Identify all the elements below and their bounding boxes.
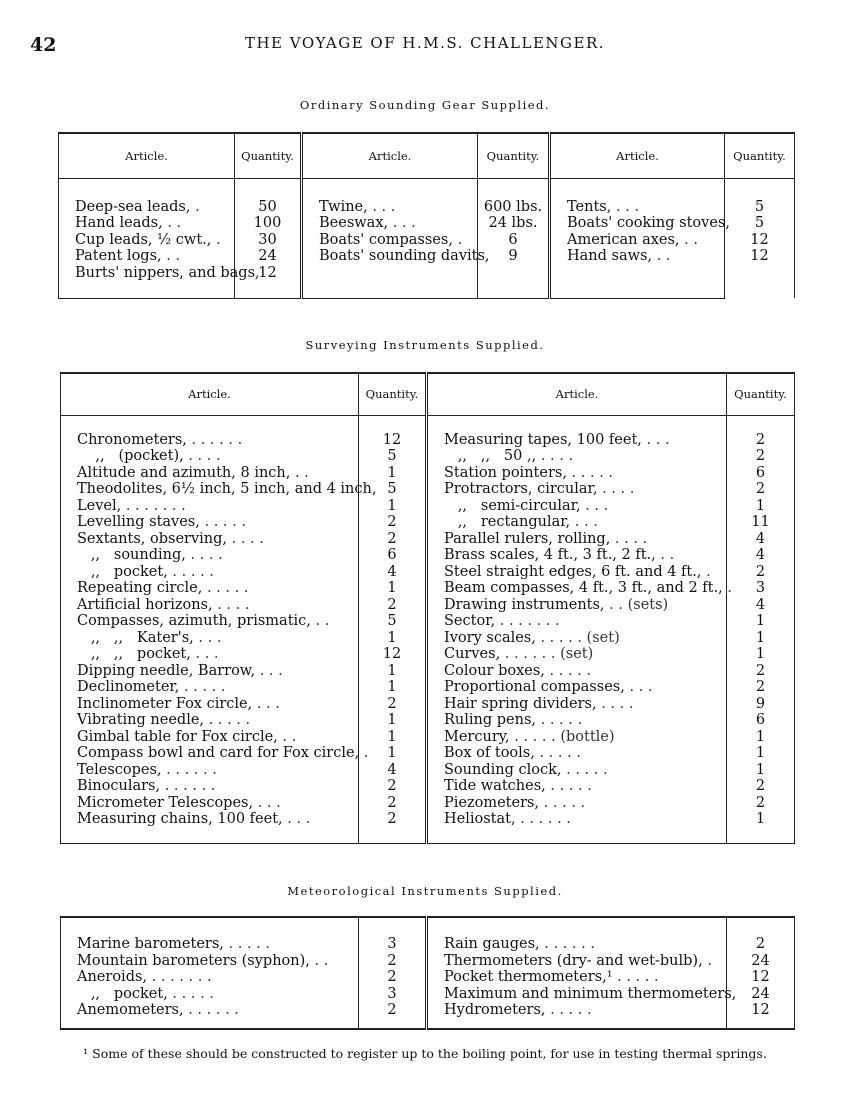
list-item: Telescopes, . . . . . . <box>77 761 217 778</box>
list-item: American axes, . . <box>567 231 698 248</box>
quantity-value: 2 <box>755 794 766 811</box>
list-item: Parallel rulers, rolling, . . . . <box>444 530 648 547</box>
quantity-value: 24 lbs. <box>488 215 538 231</box>
header-article: Article. <box>427 373 727 415</box>
list-item: Theodolites, 6½ inch, 5 inch, and 4 inch, <box>77 481 377 497</box>
list-item: Pocket thermometers,¹ . . . . . <box>444 969 659 985</box>
list-item: Level, . . . . . . . <box>77 497 186 514</box>
list-item: Tide watches, . . . . . <box>444 778 592 794</box>
quantity-value: 5 <box>387 481 397 497</box>
list-item: Patent logs, . . <box>75 248 181 264</box>
sounding-gear-title: Ordinary Sounding Gear Supplied. <box>299 98 551 112</box>
quantity-value: 4 <box>387 563 397 580</box>
list-item: Hand leads, . . <box>75 215 182 231</box>
quantity-value: 4 <box>755 547 766 563</box>
list-item: ,, sounding, . . . . <box>77 547 223 563</box>
quantity-value: 1 <box>755 761 766 778</box>
quantity-value: 2 <box>387 794 397 811</box>
quantity-value: 2 <box>755 662 766 679</box>
header-article: Article. <box>302 133 478 178</box>
quantity-value: 3 <box>387 936 397 952</box>
quantity-value: 2 <box>755 563 766 580</box>
quantity-value: 12 <box>750 231 769 248</box>
quantity-value: 1 <box>387 662 397 679</box>
list-item: Sector, . . . . . . . <box>444 613 560 629</box>
quantity-value: 1 <box>755 497 766 514</box>
quantity-value: 2 <box>387 778 397 794</box>
list-item: Compasses, azimuth, prismatic, . . <box>77 613 330 629</box>
quantity-value: 1 <box>755 646 766 662</box>
list-item: Measuring tapes, 100 feet, . . . <box>444 431 670 448</box>
quantity-value: 5 <box>387 613 397 629</box>
header-quantity: Quantity. <box>359 373 427 415</box>
quantity-value: 600 lbs. <box>483 198 543 215</box>
quantity-value: 9 <box>508 248 518 264</box>
list-item: ,, pocket, . . . . . <box>77 563 214 580</box>
list-item: Box of tools, . . . . . <box>444 745 581 761</box>
quantity-value: 30 <box>258 231 277 248</box>
quantity-value: 1 <box>387 712 397 728</box>
quantity-value: 2 <box>387 695 397 712</box>
quantity-value: 4 <box>755 596 766 613</box>
list-item: Hand saws, . . <box>567 248 671 264</box>
quantity-value: 11 <box>751 514 770 530</box>
list-item: Piezometers, . . . . . <box>444 794 586 811</box>
list-item: Levelling staves, . . . . . <box>77 514 246 530</box>
sounding-gear-table <box>58 132 795 299</box>
quantity-value: 2 <box>387 1002 397 1018</box>
list-item: Altitude and azimuth, 8 inch, . . <box>77 464 309 481</box>
list-item: Drawing instruments, . . (sets) <box>444 596 669 613</box>
quantity-value: 2 <box>387 952 397 969</box>
quantity-value: 6 <box>755 712 766 728</box>
quantity-value: 12 <box>751 969 770 985</box>
quantity-value: 4 <box>755 530 766 547</box>
list-item: Beeswax, . . . <box>319 215 416 231</box>
quantity-value: 1 <box>755 613 766 629</box>
sounding-col3-articles <box>551 198 730 265</box>
sounding-col2-articles <box>303 198 490 265</box>
list-item: Hair spring dividers, . . . . <box>444 695 634 712</box>
quantity-value: 2 <box>755 448 766 464</box>
list-item: Gimbal table for Fox circle, . . <box>77 728 297 745</box>
list-item: Compass bowl and card for Fox circle, . <box>77 745 369 761</box>
quantity-value: 2 <box>755 936 766 952</box>
quantity-value: 2 <box>387 811 397 827</box>
quantity-value: 24 <box>258 248 277 264</box>
quantity-value: 9 <box>755 695 766 712</box>
list-item: Boats' compasses, . <box>319 231 463 248</box>
surveying-left-articles <box>61 431 377 828</box>
running-head: THE VOYAGE OF H.M.S. CHALLENGER. <box>244 34 606 52</box>
list-item: Aneroids, . . . . . . . <box>77 969 212 985</box>
surveying-instruments-table <box>60 372 795 844</box>
quantity-value: 12 <box>382 646 402 662</box>
quantity-value: 1 <box>387 728 397 745</box>
header-quantity: Quantity. <box>478 133 550 178</box>
page-number: 42 <box>30 34 57 56</box>
header-article: Article. <box>59 133 235 178</box>
quantity-value: 1 <box>755 745 766 761</box>
quantity-value: 1 <box>387 629 397 646</box>
list-item: Micrometer Telescopes, . . . <box>77 794 281 811</box>
quantity-value: 2 <box>755 778 766 794</box>
list-item: Hydrometers, . . . . . <box>444 1002 592 1018</box>
quantity-value: 12 <box>750 248 769 264</box>
quantity-value: 12 <box>382 431 402 448</box>
quantity-value: 2 <box>755 481 766 497</box>
list-item: Mercury, . . . . . (bottle) <box>444 728 615 745</box>
list-item: Steel straight edges, 6 ft. and 4 ft., . <box>444 563 711 580</box>
list-item: Station pointers, . . . . . <box>444 464 614 481</box>
surveying-left-quantities <box>359 415 427 843</box>
list-item: Anemometers, . . . . . . <box>77 1002 239 1018</box>
quantity-value: 6 <box>508 231 518 248</box>
list-item: Sounding clock, . . . . . <box>444 761 608 778</box>
quantity-value: 6 <box>755 464 766 481</box>
header-quantity: Quantity. <box>727 373 795 415</box>
list-item: Ivory scales, . . . . . (set) <box>444 629 620 646</box>
list-item: Measuring chains, 100 feet, . . . <box>77 811 311 827</box>
list-item: Burts' nippers, and bags, <box>75 264 260 281</box>
header-quantity: Quantity. <box>235 133 302 178</box>
quantity-value: 2 <box>387 530 397 547</box>
list-item: ,, semi-circular, . . . <box>444 497 609 514</box>
quantity-value: 1 <box>387 497 397 514</box>
quantity-value: 3 <box>387 985 397 1002</box>
surveying-right-articles <box>428 431 732 828</box>
quantity-value: 1 <box>387 745 397 761</box>
list-item: Thermometers (dry- and wet-bulb), . <box>444 952 712 969</box>
list-item: Beam compasses, 4 ft., 3 ft., and 2 ft., . <box>444 580 732 596</box>
header-article: Article. <box>550 133 725 178</box>
list-item: Ruling pens, . . . . . <box>444 712 583 728</box>
quantity-value: 6 <box>387 547 397 563</box>
meteorological-left-quantities <box>359 917 427 1029</box>
list-item: ,, ,, Kater's, . . . <box>77 629 222 646</box>
quantity-value: 1 <box>755 728 766 745</box>
quantity-value: 5 <box>387 448 397 464</box>
quantity-value: 1 <box>755 811 766 827</box>
list-item: Brass scales, 4 ft., 3 ft., 2 ft., . . <box>444 547 675 563</box>
list-item: Twine, . . . <box>319 198 396 215</box>
quantity-value: 1 <box>387 464 397 481</box>
list-item: Rain gauges, . . . . . . <box>444 936 595 952</box>
list-item: ,, ,, pocket, . . . <box>77 646 219 662</box>
list-item: Deep-sea leads, . <box>75 198 200 215</box>
meteorological-instruments-title: Meteorological Instruments Supplied. <box>287 884 563 898</box>
quantity-value: 24 <box>751 952 770 969</box>
list-item: Proportional compasses, . . . <box>444 679 653 695</box>
header-article: Article. <box>61 373 359 415</box>
surveying-instruments-title: Surveying Instruments Supplied. <box>305 338 545 352</box>
meteorological-right-articles <box>428 936 737 1019</box>
list-item: Heliostat, . . . . . . <box>444 811 571 827</box>
list-item: Mountain barometers (syphon), . . <box>77 952 329 969</box>
list-item: Sextants, observing, . . . . <box>77 530 264 547</box>
quantity-value: 2 <box>755 679 766 695</box>
surveying-right-quantities <box>727 415 795 843</box>
meteorological-instruments-table <box>60 916 795 1030</box>
list-item: Inclinometer Fox circle, . . . <box>77 695 280 712</box>
quantity-value: 2 <box>387 596 397 613</box>
list-item: ,, ,, 50 ,, . . . . <box>444 448 574 464</box>
quantity-value: 100 <box>253 215 282 231</box>
quantity-value: 5 <box>754 198 765 215</box>
list-item: ,, rectangular, . . . <box>444 514 598 530</box>
list-item: ,, pocket, . . . . . <box>77 985 214 1002</box>
meteorological-right-quantities <box>727 917 795 1029</box>
quantity-value: 1 <box>755 629 766 646</box>
list-item: Protractors, circular, . . . . <box>444 481 635 497</box>
list-item: Repeating circle, . . . . . <box>77 580 249 596</box>
quantity-value: 2 <box>387 514 397 530</box>
list-item: Cup leads, ½ cwt., . <box>75 231 221 248</box>
list-item: Artificial horizons, . . . . <box>77 596 250 613</box>
quantity-value: 2 <box>755 431 766 448</box>
list-item: Vibrating needle, . . . . . <box>77 712 251 728</box>
list-item: Colour boxes, . . . . . <box>444 662 591 679</box>
list-item: Boats' sounding davits, <box>319 248 490 264</box>
list-item: Maximum and minimum thermometers, <box>444 985 737 1002</box>
list-item: ,, (pocket), . . . . <box>77 448 221 464</box>
list-item: Binoculars, . . . . . . <box>77 778 216 794</box>
list-item: Chronometers, . . . . . . <box>77 431 243 448</box>
list-item: Curves, . . . . . . (set) <box>444 646 594 662</box>
list-item: Tents, . . . <box>567 198 639 215</box>
quantity-value: 4 <box>387 761 397 778</box>
quantity-value: 2 <box>387 969 397 985</box>
quantity-value: 50 <box>258 198 277 215</box>
meteorological-left-articles <box>61 936 358 1019</box>
quantity-value: 5 <box>754 215 765 231</box>
quantity-value: 12 <box>751 1002 770 1018</box>
footnote: ¹ Some of these should be constructed to register up to the boiling point, for use in testing thermal springs. <box>83 1046 767 1061</box>
list-item: Dipping needle, Barrow, . . . <box>77 662 283 679</box>
sounding-col1-articles <box>59 198 260 282</box>
list-item: Declinometer, . . . . . <box>77 679 226 695</box>
quantity-value: 12 <box>258 264 277 281</box>
header-quantity: Quantity. <box>725 133 795 178</box>
quantity-value: 1 <box>387 580 397 596</box>
list-item: Boats' cooking stoves, <box>567 215 730 231</box>
list-item: Marine barometers, . . . . . <box>77 936 270 952</box>
quantity-value: 1 <box>387 679 397 695</box>
quantity-value: 24 <box>751 985 770 1002</box>
quantity-value: 3 <box>755 580 766 596</box>
